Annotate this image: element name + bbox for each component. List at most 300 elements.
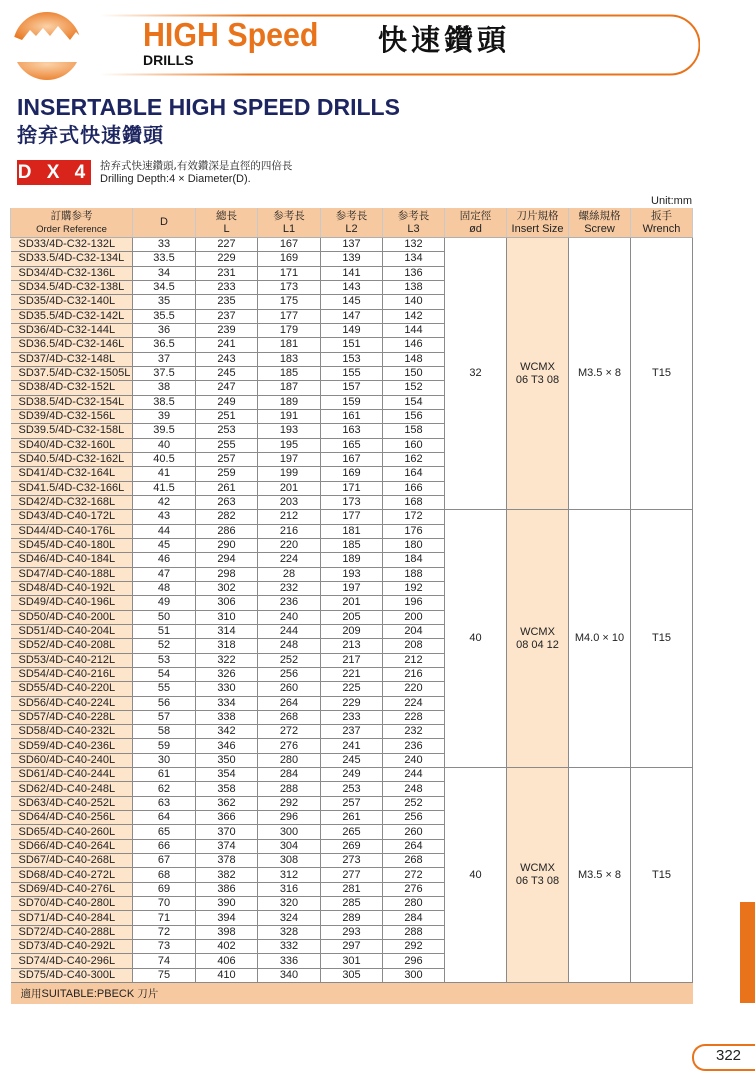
- value-cell: 406: [196, 954, 258, 968]
- value-cell: 46: [133, 553, 196, 567]
- value-cell: 28: [258, 567, 321, 581]
- value-cell: 44: [133, 524, 196, 538]
- value-cell: 264: [383, 839, 445, 853]
- value-cell: 410: [196, 968, 258, 982]
- value-cell: 289: [321, 911, 383, 925]
- value-cell: 163: [321, 424, 383, 438]
- value-cell: 54: [133, 667, 196, 681]
- order-reference-cell: SD49/4D-C40-196L: [11, 596, 133, 610]
- order-reference-cell: SD35/4D-C32-140L: [11, 295, 133, 309]
- value-cell: 306: [196, 596, 258, 610]
- value-cell: 75: [133, 968, 196, 982]
- value-cell: 38: [133, 381, 196, 395]
- value-cell: 35: [133, 295, 196, 309]
- order-reference-cell: SD39.5/4D-C32-158L: [11, 424, 133, 438]
- value-cell: 150: [383, 366, 445, 380]
- value-cell: 241: [196, 338, 258, 352]
- value-cell: 40.5: [133, 452, 196, 466]
- value-cell: 161: [321, 409, 383, 423]
- value-cell: 229: [321, 696, 383, 710]
- order-reference-cell: SD54/4D-C40-216L: [11, 667, 133, 681]
- value-cell: 288: [383, 925, 445, 939]
- value-cell: 212: [258, 510, 321, 524]
- column-header: [321, 208, 383, 238]
- value-cell: 370: [196, 825, 258, 839]
- column-header-cn: 螺絲規格: [578, 209, 621, 222]
- value-cell: 280: [383, 897, 445, 911]
- value-cell: 171: [258, 266, 321, 280]
- order-reference-cell: SD73/4D-C40-292L: [11, 940, 133, 954]
- value-cell: 358: [196, 782, 258, 796]
- value-cell: 145: [321, 295, 383, 309]
- order-reference-cell: SD61/4D-C40-244L: [11, 768, 133, 782]
- shank-diameter-cell: [445, 238, 507, 510]
- value-cell: 228: [383, 710, 445, 724]
- value-cell: 139: [321, 252, 383, 266]
- brand-subtitle: DRILLS: [143, 52, 194, 68]
- value-cell: 40: [133, 438, 196, 452]
- order-reference-cell: SD66/4D-C40-264L: [11, 839, 133, 853]
- suitable-text: SUITABLE:PBECK: [41, 988, 138, 1001]
- column-header-cn: 固定徑: [459, 209, 492, 222]
- shank-diameter-cell: [445, 768, 507, 983]
- value-cell: 292: [383, 940, 445, 954]
- order-reference-cell: SD69/4D-C40-276L: [11, 882, 133, 896]
- value-cell: 192: [383, 581, 445, 595]
- column-header-cn: 訂購参考: [50, 209, 93, 222]
- wrench-cell-text: T15: [652, 632, 671, 645]
- value-cell: 179: [258, 323, 321, 337]
- insert-size-cell: [507, 510, 569, 768]
- value-cell: 241: [321, 739, 383, 753]
- value-cell: 248: [258, 639, 321, 653]
- screw-cell: [569, 768, 631, 983]
- value-cell: 253: [321, 782, 383, 796]
- value-cell: 51: [133, 624, 196, 638]
- value-cell: 237: [196, 309, 258, 323]
- value-cell: 318: [196, 639, 258, 653]
- value-cell: 146: [383, 338, 445, 352]
- value-cell: 48: [133, 581, 196, 595]
- order-reference-cell: SD43/4D-C40-172L: [11, 510, 133, 524]
- order-reference-cell: SD37/4D-C32-148L: [11, 352, 133, 366]
- value-cell: 328: [258, 925, 321, 939]
- column-header-en: Order Reference: [36, 223, 107, 235]
- column-header-cn: 刀片規格: [516, 209, 559, 222]
- order-reference-cell: SD71/4D-C40-284L: [11, 911, 133, 925]
- value-cell: 191: [258, 409, 321, 423]
- value-cell: 257: [321, 796, 383, 810]
- order-reference-cell: SD38.5/4D-C32-154L: [11, 395, 133, 409]
- order-reference-cell: SD34.5/4D-C32-138L: [11, 280, 133, 294]
- insert-size-cell: [507, 238, 569, 510]
- value-cell: 180: [383, 538, 445, 552]
- column-header-cn: 總長: [216, 209, 237, 222]
- table-row: [11, 510, 693, 524]
- value-cell: 338: [196, 710, 258, 724]
- value-cell: 203: [258, 495, 321, 509]
- value-cell: 276: [383, 882, 445, 896]
- order-reference-cell: SD39/4D-C32-156L: [11, 409, 133, 423]
- value-cell: 53: [133, 653, 196, 667]
- value-cell: 197: [258, 452, 321, 466]
- value-cell: 374: [196, 839, 258, 853]
- order-reference-cell: SD51/4D-C40-204L: [11, 624, 133, 638]
- value-cell: 184: [383, 553, 445, 567]
- value-cell: 132: [383, 238, 445, 252]
- insert-size-cell-text: WCMX: [520, 360, 555, 373]
- value-cell: 172: [383, 510, 445, 524]
- spec-table: [10, 208, 693, 1004]
- value-cell: 151: [321, 338, 383, 352]
- value-cell: 310: [196, 610, 258, 624]
- value-cell: 220: [383, 682, 445, 696]
- value-cell: 252: [383, 796, 445, 810]
- value-cell: 37.5: [133, 366, 196, 380]
- value-cell: 402: [196, 940, 258, 954]
- value-cell: 193: [321, 567, 383, 581]
- value-cell: 277: [321, 868, 383, 882]
- value-cell: 255: [196, 438, 258, 452]
- value-cell: 69: [133, 882, 196, 896]
- wrench-cell: [631, 768, 693, 983]
- column-header: [133, 208, 196, 238]
- value-cell: 224: [258, 553, 321, 567]
- column-header-en: L1: [282, 222, 296, 235]
- value-cell: 260: [258, 682, 321, 696]
- value-cell: 292: [258, 796, 321, 810]
- value-cell: 201: [321, 596, 383, 610]
- value-cell: 157: [321, 381, 383, 395]
- value-cell: 61: [133, 768, 196, 782]
- order-reference-cell: SD35.5/4D-C32-142L: [11, 309, 133, 323]
- value-cell: 185: [258, 366, 321, 380]
- value-cell: 297: [321, 940, 383, 954]
- value-cell: 175: [258, 295, 321, 309]
- value-cell: 235: [196, 295, 258, 309]
- value-cell: 147: [321, 309, 383, 323]
- value-cell: 168: [383, 495, 445, 509]
- value-cell: 240: [383, 753, 445, 767]
- value-cell: 36: [133, 323, 196, 337]
- value-cell: 173: [321, 495, 383, 509]
- value-cell: 224: [383, 696, 445, 710]
- value-cell: 382: [196, 868, 258, 882]
- value-cell: 38.5: [133, 395, 196, 409]
- value-cell: 293: [321, 925, 383, 939]
- order-reference-cell: SD75/4D-C40-300L: [11, 968, 133, 982]
- value-cell: 300: [258, 825, 321, 839]
- value-cell: 240: [258, 610, 321, 624]
- table-body: [11, 238, 693, 983]
- column-header-cn: 参考長: [273, 209, 305, 222]
- value-cell: 165: [321, 438, 383, 452]
- column-header: [258, 208, 321, 238]
- order-reference-cell: SD58/4D-C40-232L: [11, 725, 133, 739]
- value-cell: 308: [258, 854, 321, 868]
- value-cell: 160: [383, 438, 445, 452]
- value-cell: 156: [383, 409, 445, 423]
- value-cell: 136: [383, 266, 445, 280]
- column-header-en: Wrench: [642, 222, 681, 235]
- value-cell: 288: [258, 782, 321, 796]
- column-header: [631, 208, 693, 238]
- value-cell: 177: [258, 309, 321, 323]
- value-cell: 320: [258, 897, 321, 911]
- shank-diameter-cell: [445, 510, 507, 768]
- value-cell: 34: [133, 266, 196, 280]
- value-cell: 233: [321, 710, 383, 724]
- value-cell: 39.5: [133, 424, 196, 438]
- insert-size-cell-text: WCMX: [520, 862, 555, 875]
- value-cell: 57: [133, 710, 196, 724]
- brand-title: HIGH Speed: [143, 16, 319, 53]
- value-cell: 263: [196, 495, 258, 509]
- value-cell: 269: [321, 839, 383, 853]
- value-cell: 285: [321, 897, 383, 911]
- value-cell: 134: [383, 252, 445, 266]
- value-cell: 336: [258, 954, 321, 968]
- column-header-cn: 参考長: [335, 209, 368, 222]
- value-cell: 74: [133, 954, 196, 968]
- value-cell: 390: [196, 897, 258, 911]
- column-header: [445, 208, 507, 238]
- value-cell: 141: [321, 266, 383, 280]
- value-cell: 298: [196, 567, 258, 581]
- value-cell: 322: [196, 653, 258, 667]
- value-cell: 209: [321, 624, 383, 638]
- value-cell: 261: [321, 811, 383, 825]
- value-cell: 143: [321, 280, 383, 294]
- value-cell: 71: [133, 911, 196, 925]
- value-cell: 256: [258, 667, 321, 681]
- wrench-cell: [631, 238, 693, 510]
- order-reference-cell: SD65/4D-C40-260L: [11, 825, 133, 839]
- value-cell: 169: [321, 467, 383, 481]
- insert-size-cell-text: 08 04 12: [516, 638, 559, 651]
- order-reference-cell: SD33.5/4D-C32-134L: [11, 252, 133, 266]
- value-cell: 155: [321, 366, 383, 380]
- column-header: [196, 208, 258, 238]
- screw-cell-text: M3.5 × 8: [577, 367, 622, 380]
- table-footer-row: [11, 983, 693, 1005]
- value-cell: 167: [321, 452, 383, 466]
- value-cell: 326: [196, 667, 258, 681]
- value-cell: 244: [258, 624, 321, 638]
- order-reference-cell: SD48/4D-C40-192L: [11, 581, 133, 595]
- order-reference-cell: SD64/4D-C40-256L: [11, 811, 133, 825]
- value-cell: 187: [258, 381, 321, 395]
- description-en: Drilling Depth:4 × Diameter(D).: [100, 173, 251, 185]
- suitable-suffix: 刀片: [137, 988, 159, 1001]
- value-cell: 236: [258, 596, 321, 610]
- value-cell: 284: [383, 911, 445, 925]
- value-cell: 342: [196, 725, 258, 739]
- value-cell: 39: [133, 409, 196, 423]
- wrench-cell: [631, 510, 693, 768]
- value-cell: 159: [321, 395, 383, 409]
- value-cell: 138: [383, 280, 445, 294]
- value-cell: 153: [321, 352, 383, 366]
- value-cell: 366: [196, 811, 258, 825]
- value-cell: 199: [258, 467, 321, 481]
- value-cell: 62: [133, 782, 196, 796]
- value-cell: 244: [383, 768, 445, 782]
- value-cell: 312: [258, 868, 321, 882]
- suitable-note: [11, 983, 693, 1005]
- value-cell: 221: [321, 667, 383, 681]
- order-reference-cell: SD36/4D-C32-144L: [11, 323, 133, 337]
- order-reference-cell: SD59/4D-C40-236L: [11, 739, 133, 753]
- value-cell: 154: [383, 395, 445, 409]
- value-cell: 37: [133, 352, 196, 366]
- value-cell: 36.5: [133, 338, 196, 352]
- value-cell: 64: [133, 811, 196, 825]
- table-header-row: [11, 208, 693, 238]
- order-reference-cell: SD74/4D-C40-296L: [11, 954, 133, 968]
- value-cell: 142: [383, 309, 445, 323]
- value-cell: 181: [258, 338, 321, 352]
- value-cell: 265: [321, 825, 383, 839]
- value-cell: 340: [258, 968, 321, 982]
- table-row: [11, 238, 693, 252]
- value-cell: 290: [196, 538, 258, 552]
- order-reference-cell: SD46/4D-C40-184L: [11, 553, 133, 567]
- order-reference-cell: SD70/4D-C40-280L: [11, 897, 133, 911]
- value-cell: 65: [133, 825, 196, 839]
- value-cell: 47: [133, 567, 196, 581]
- value-cell: 169: [258, 252, 321, 266]
- order-reference-cell: SD55/4D-C40-220L: [11, 682, 133, 696]
- value-cell: 149: [321, 323, 383, 337]
- value-cell: 35.5: [133, 309, 196, 323]
- column-header-cn: 参考長: [397, 209, 430, 222]
- value-cell: 55: [133, 682, 196, 696]
- value-cell: 42: [133, 495, 196, 509]
- order-reference-cell: SD57/4D-C40-228L: [11, 710, 133, 724]
- value-cell: 261: [196, 481, 258, 495]
- order-reference-cell: SD45/4D-C40-180L: [11, 538, 133, 552]
- section-side-tab: [740, 902, 755, 1003]
- value-cell: 140: [383, 295, 445, 309]
- value-cell: 68: [133, 868, 196, 882]
- value-cell: 249: [196, 395, 258, 409]
- order-reference-cell: SD40/4D-C32-160L: [11, 438, 133, 452]
- column-header-en: Insert Size: [511, 222, 564, 235]
- order-reference-cell: SD36.5/4D-C32-146L: [11, 338, 133, 352]
- value-cell: 213: [321, 639, 383, 653]
- order-reference-cell: SD41.5/4D-C32-166L: [11, 481, 133, 495]
- value-cell: 217: [321, 653, 383, 667]
- value-cell: 272: [258, 725, 321, 739]
- value-cell: 362: [196, 796, 258, 810]
- value-cell: 378: [196, 854, 258, 868]
- value-cell: 196: [383, 596, 445, 610]
- shank-diameter-cell-text: 40: [469, 868, 482, 881]
- value-cell: 185: [321, 538, 383, 552]
- column-header-en: L2: [345, 222, 358, 235]
- value-cell: 162: [383, 452, 445, 466]
- value-cell: 177: [321, 510, 383, 524]
- value-cell: 264: [258, 696, 321, 710]
- value-cell: 216: [383, 667, 445, 681]
- value-cell: 148: [383, 352, 445, 366]
- value-cell: 205: [321, 610, 383, 624]
- depth-badge: D X 4: [17, 162, 91, 183]
- value-cell: 30: [133, 753, 196, 767]
- order-reference-cell: SD50/4D-C40-200L: [11, 610, 133, 624]
- value-cell: 324: [258, 911, 321, 925]
- wrench-cell-text: T15: [652, 367, 671, 380]
- order-reference-cell: SD44/4D-C40-176L: [11, 524, 133, 538]
- value-cell: 272: [383, 868, 445, 882]
- value-cell: 229: [196, 252, 258, 266]
- value-cell: 257: [196, 452, 258, 466]
- column-header: [383, 208, 445, 238]
- value-cell: 316: [258, 882, 321, 896]
- screw-cell: [569, 510, 631, 768]
- value-cell: 195: [258, 438, 321, 452]
- value-cell: 302: [196, 581, 258, 595]
- value-cell: 232: [258, 581, 321, 595]
- value-cell: 237: [321, 725, 383, 739]
- shank-diameter-cell-text: 32: [469, 367, 482, 380]
- value-cell: 251: [196, 409, 258, 423]
- unit-label: Unit:mm: [651, 195, 692, 207]
- column-header-en: Screw: [584, 222, 615, 235]
- screw-cell: [569, 238, 631, 510]
- value-cell: 332: [258, 940, 321, 954]
- value-cell: 245: [196, 366, 258, 380]
- value-cell: 67: [133, 854, 196, 868]
- value-cell: 354: [196, 768, 258, 782]
- value-cell: 231: [196, 266, 258, 280]
- value-cell: 281: [321, 882, 383, 896]
- value-cell: 212: [383, 653, 445, 667]
- value-cell: 201: [258, 481, 321, 495]
- value-cell: 66: [133, 839, 196, 853]
- order-reference-cell: SD56/4D-C40-224L: [11, 696, 133, 710]
- value-cell: 314: [196, 624, 258, 638]
- value-cell: 41.5: [133, 481, 196, 495]
- value-cell: 256: [383, 811, 445, 825]
- value-cell: 56: [133, 696, 196, 710]
- value-cell: 252: [258, 653, 321, 667]
- value-cell: 34.5: [133, 280, 196, 294]
- value-cell: 59: [133, 739, 196, 753]
- insert-size-cell-text: 06 T3 08: [515, 373, 560, 386]
- value-cell: 167: [258, 238, 321, 252]
- insert-size-cell-text: 06 T3 08: [515, 875, 560, 888]
- value-cell: 243: [196, 352, 258, 366]
- value-cell: 386: [196, 882, 258, 896]
- order-reference-cell: SD41/4D-C32-164L: [11, 467, 133, 481]
- value-cell: 249: [321, 768, 383, 782]
- order-reference-cell: SD63/4D-C40-252L: [11, 796, 133, 810]
- value-cell: 296: [258, 811, 321, 825]
- column-header-en: D: [160, 216, 168, 228]
- value-cell: 52: [133, 639, 196, 653]
- value-cell: 350: [196, 753, 258, 767]
- value-cell: 173: [258, 280, 321, 294]
- column-header-cn: 扳手: [651, 209, 672, 222]
- value-cell: 248: [383, 782, 445, 796]
- order-reference-cell: SD72/4D-C40-288L: [11, 925, 133, 939]
- value-cell: 45: [133, 538, 196, 552]
- value-cell: 41: [133, 467, 196, 481]
- value-cell: 232: [383, 725, 445, 739]
- value-cell: 330: [196, 682, 258, 696]
